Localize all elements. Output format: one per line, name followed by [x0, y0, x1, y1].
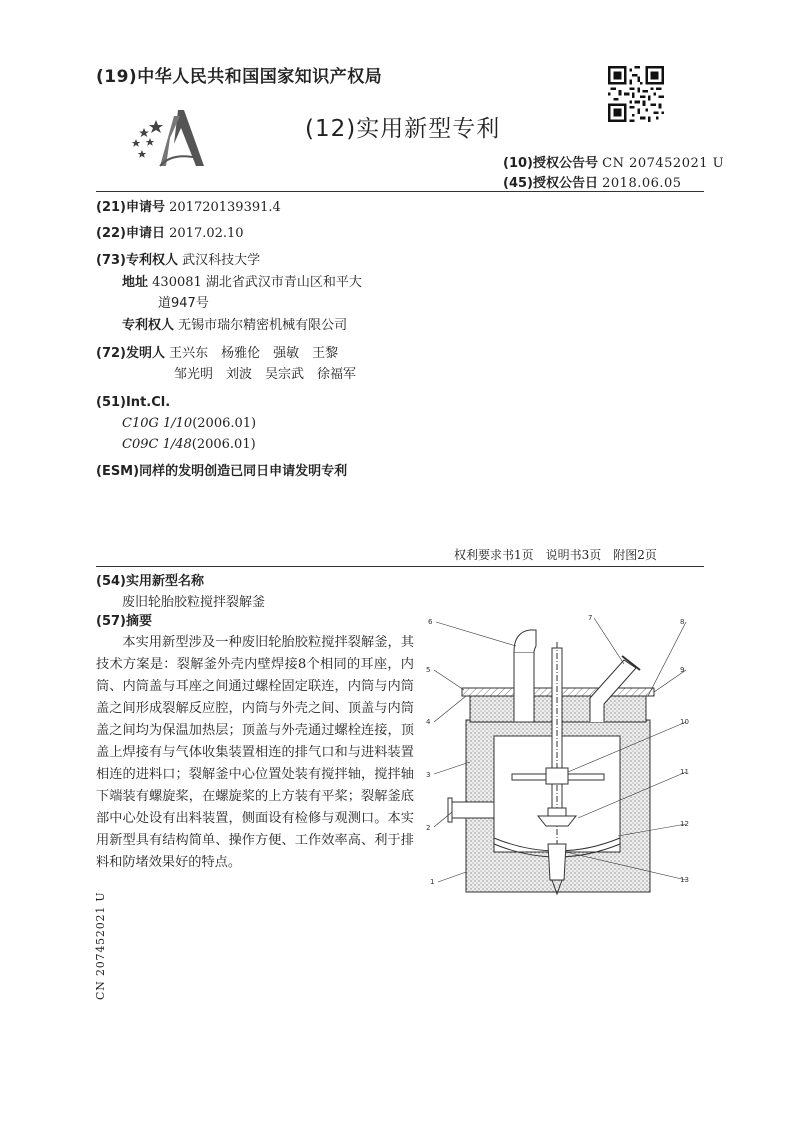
side-publication-code: CN 207452021 U: [94, 891, 107, 1000]
inventors-line-1: 王兴东 杨雅伦 强敏 王黎: [169, 346, 339, 361]
abstract-heading: (57)摘要: [96, 614, 152, 629]
publication-date-value: 2018.06.05: [602, 176, 682, 191]
patentee-2-label: 专利权人: [122, 318, 175, 333]
int-cl-2: [122, 435, 256, 455]
qr-code: [608, 66, 664, 122]
title-heading: (54)实用新型名称: [96, 574, 204, 589]
inventors-label: (72)发明人: [96, 346, 165, 361]
drawing-callout-3: 3: [426, 771, 431, 779]
office-name: (19)中华人民共和国国家知识产权局: [96, 67, 383, 87]
drawing-callout-8: 8: [680, 618, 685, 626]
drawing-callout-13: 13: [680, 876, 689, 884]
drawing-callout-2: 2: [426, 824, 431, 832]
document-type: (12)实用新型专利: [305, 116, 501, 142]
application-number: [96, 198, 281, 218]
patentee-label: (73)专利权人: [96, 253, 178, 268]
abstract-label: [96, 612, 152, 632]
patentee: [96, 251, 260, 271]
title-label: [96, 572, 204, 592]
drawing-callout-11: 11: [680, 768, 689, 776]
application-number-value: 201720139391.4: [169, 200, 281, 215]
application-date-value: 2017.02.10: [169, 226, 244, 241]
int-cl-label: [96, 393, 170, 413]
drawing-callout-7: 7: [588, 614, 593, 622]
drawing-callout-6: 6: [428, 618, 433, 626]
application-date-label: (22)申请日: [96, 226, 165, 241]
int-cl-2-code: C09C 1/48: [122, 437, 192, 452]
publication-date-label: (45)授权公告日: [503, 176, 598, 191]
inventors: [96, 344, 338, 364]
int-cl-1: [122, 414, 256, 434]
publication-date: [503, 172, 682, 191]
publication-number: [503, 152, 724, 171]
abstract-text: 本实用新型涉及一种废旧轮胎胶粒搅拌裂解釜，其技术方案是：裂解釜外壳内壁焊接8个相同的耳座，内筒、内筒盖与耳座之间通过螺栓固定联连，内筒与内筒盖之间形成裂解反应腔，内筒与外壳之间、顶盖与内筒盖之间均为保温加热层；顶盖与外壳通过螺栓连接，顶盖上焊接有与气体收集装置相连的排气口和与进料装置相连的进料口；裂解釜中心位置处装有搅拌轴，搅拌轴下端装有螺旋桨，在螺旋桨的上方装有平桨；裂解釜底部中心处设有出料装置，侧面设有检修与观测口。本实用新型具有结构简单、操作方便、工作效率高、利于排料和防堵效果好的特点。: [96, 635, 414, 870]
application-number-label: (21)申请号: [96, 200, 165, 215]
application-date: [96, 224, 244, 244]
int-cl-1-date: (2006.01): [192, 416, 257, 431]
utility-model-title: 废旧轮胎胶粒搅拌裂解釜: [122, 595, 266, 610]
drawing-callout-10: 10: [680, 718, 689, 726]
abstract-rule: [96, 566, 704, 567]
address-line-2: 道947号: [158, 296, 209, 311]
int-cl-2-date: (2006.01): [191, 437, 256, 452]
int-cl-1-code: C10G 1/10: [122, 416, 193, 431]
publication-number-label: (10)授权公告号: [503, 156, 598, 171]
address: [122, 273, 362, 293]
page-count: 权利要求书1页 说明书3页 附图2页: [454, 548, 657, 562]
technical-drawing: [418, 612, 708, 912]
publication-number-value: CN 207452021 U: [602, 156, 725, 171]
int-cl-heading: (51)Int.Cl.: [96, 395, 171, 410]
address-line-1: 430081 湖北省武汉市青山区和平大: [152, 275, 362, 290]
drawing-callout-5: 5: [426, 666, 431, 674]
address-label: 地址: [122, 275, 149, 290]
inventors-line-2: 邹光明 刘波 吴宗武 徐福军: [174, 367, 357, 382]
drawing-callout-1: 1: [430, 878, 435, 886]
esm-note: (ESM)同样的发明创造已同日申请发明专利: [96, 464, 348, 479]
cnipa-logo: [120, 108, 210, 170]
header-rule: [96, 191, 704, 192]
patentee-2: [122, 316, 347, 336]
drawing-callout-12: 12: [680, 820, 689, 828]
patentee-2-value: 无锡市瑞尔精密机械有限公司: [178, 318, 348, 333]
drawing-callout-4: 4: [426, 718, 431, 726]
drawing-callout-9: 9: [680, 666, 685, 674]
patentee-value: 武汉科技大学: [182, 253, 261, 268]
